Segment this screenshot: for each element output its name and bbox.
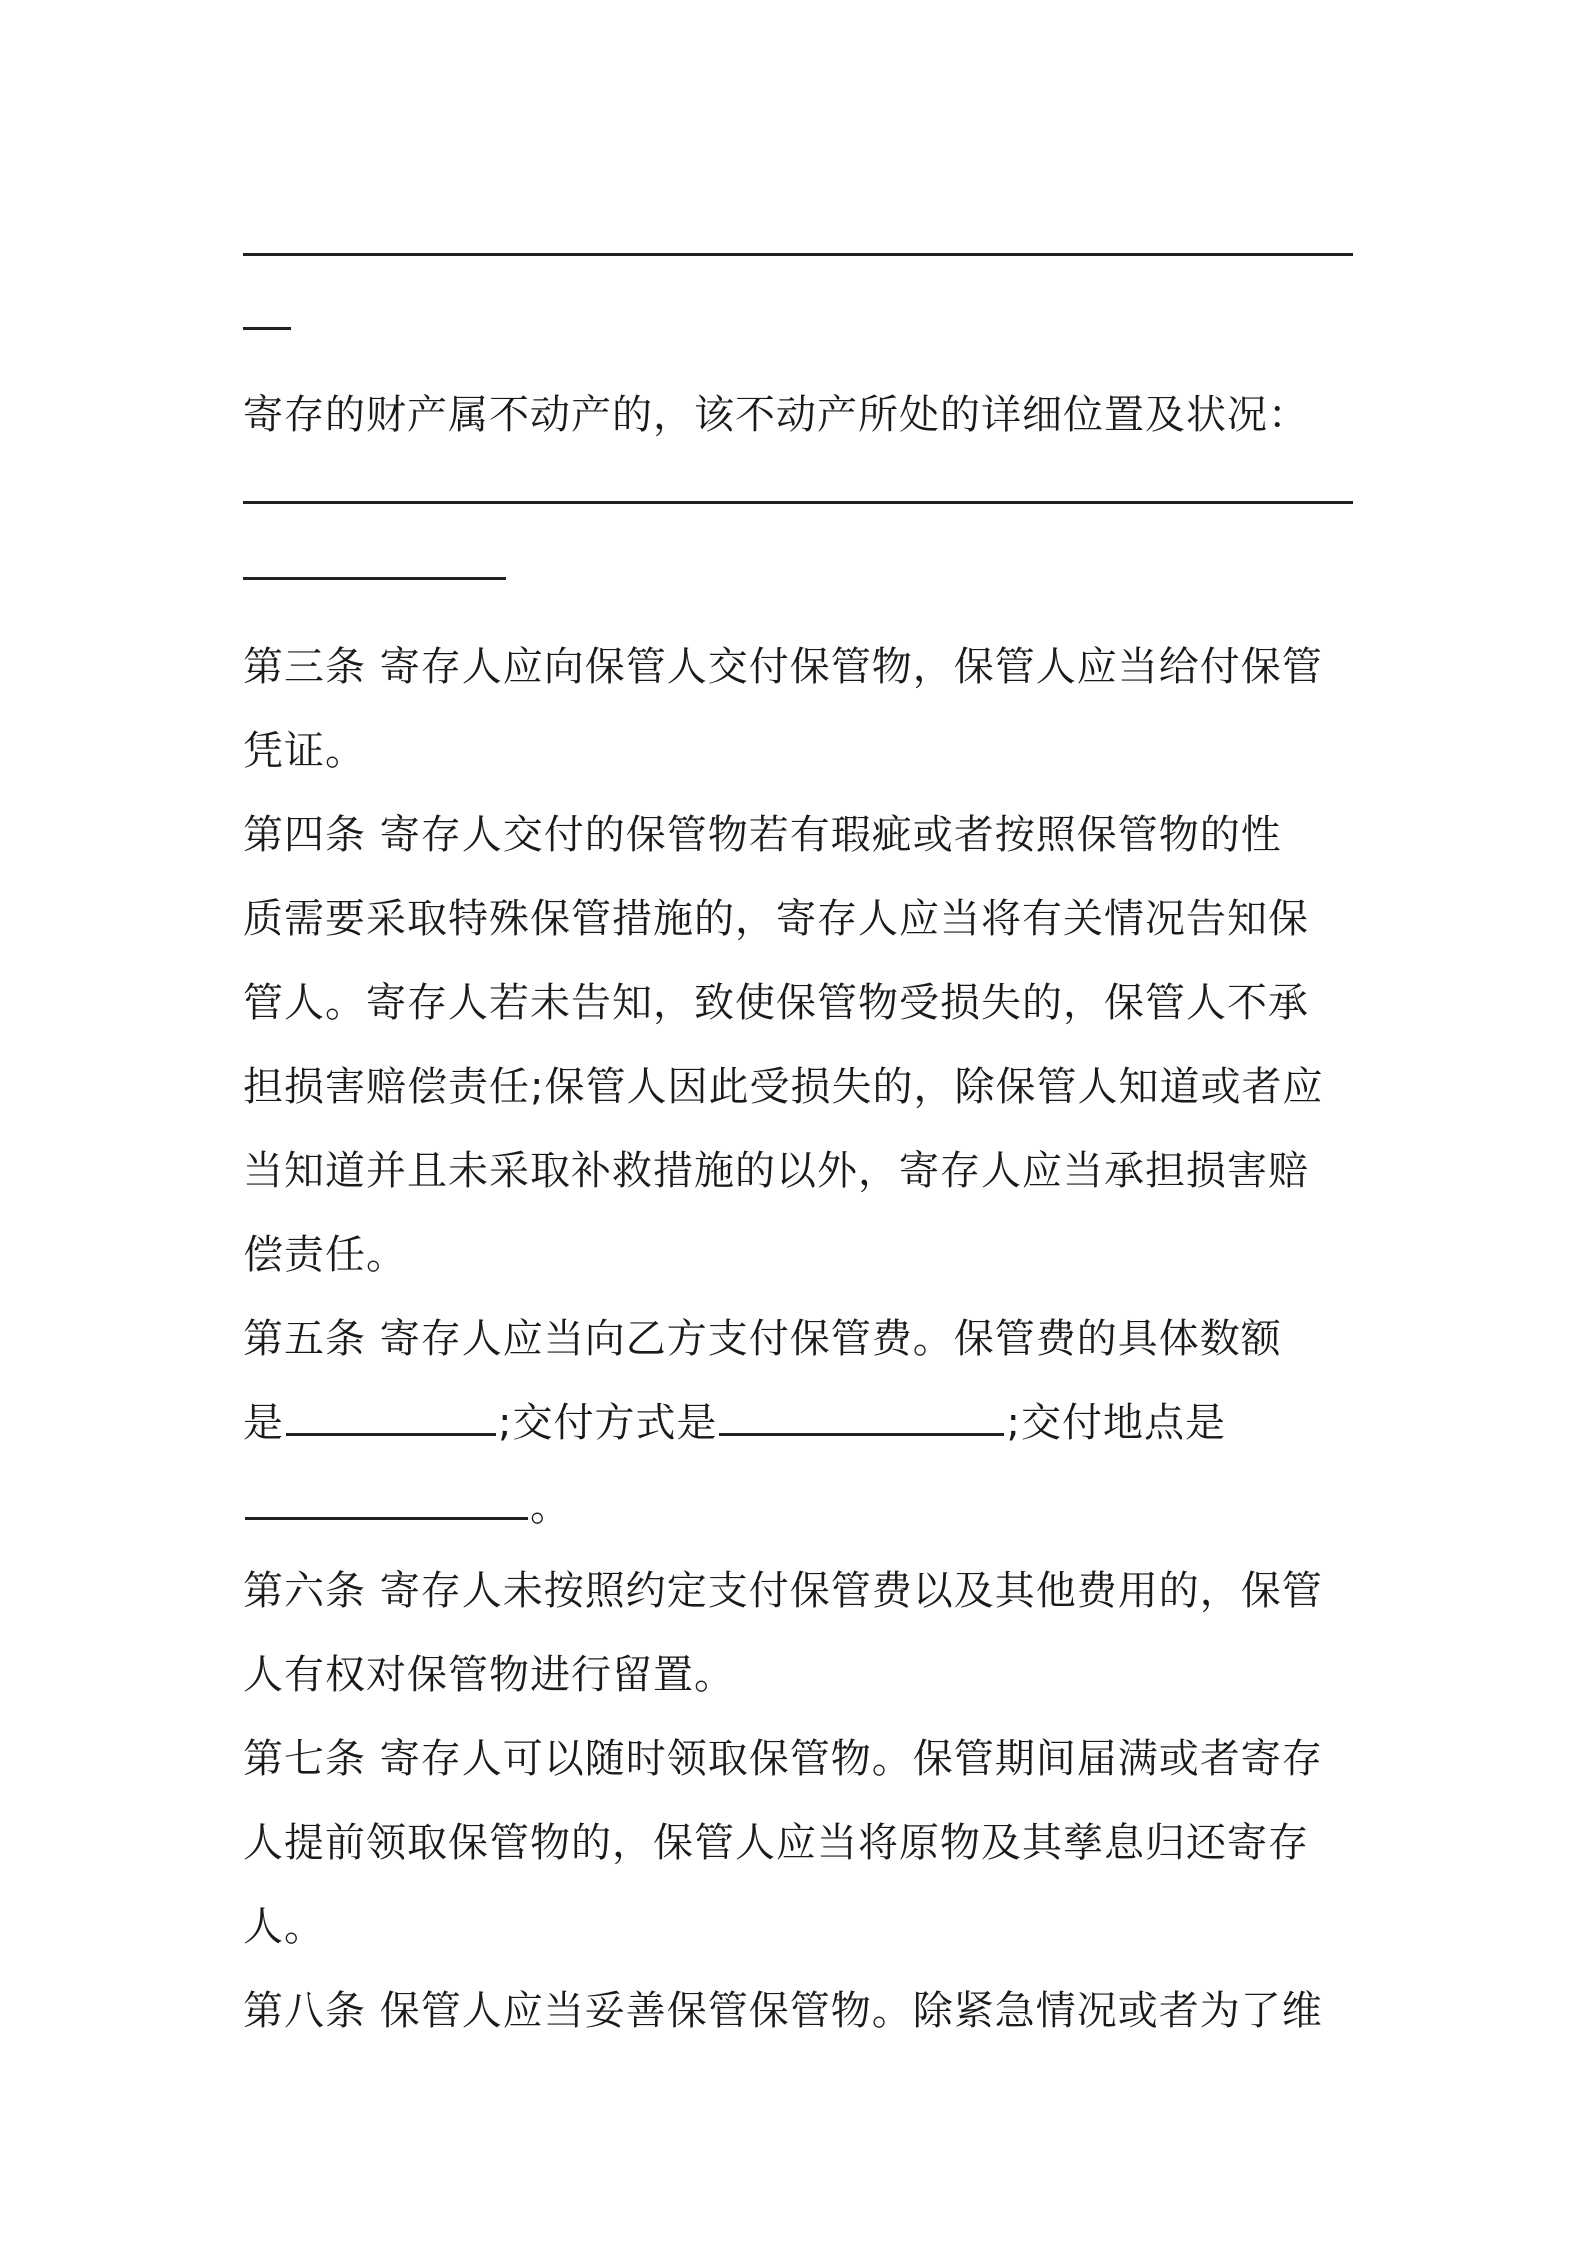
article-4-line-1: 第四条 寄存人交付的保管物若有瑕疵或者按照保管物的性 <box>243 812 1282 858</box>
article-5-text-b: ;交付方式是 <box>498 1400 718 1446</box>
fill-in-line <box>243 289 1353 373</box>
article-8-line-1: 第八条 保管人应当妥善保管保管物。除紧急情况或者为了维 <box>243 1988 1323 2034</box>
fill-in-line <box>243 205 1353 289</box>
article-5-text-a: 是 <box>243 1400 284 1446</box>
fill-in-line <box>243 541 1353 625</box>
article-5-line-3 <box>243 1465 1353 1549</box>
article-4-line-2: 质需要采取特殊保管措施的，寄存人应当将有关情况告知保 <box>243 896 1309 942</box>
article-5-text-d: 。 <box>530 1484 571 1530</box>
article-5-text-c: ;交付地点是 <box>1006 1400 1226 1446</box>
fill-in-line <box>243 457 1353 541</box>
document-body <box>243 205 1353 2053</box>
payment-place-blank <box>245 1516 528 1520</box>
article-7-line-3: 人。 <box>243 1904 325 1950</box>
article-3-line-1: 第三条 寄存人应向保管人交付保管物，保管人应当给付保管 <box>243 644 1323 690</box>
article-4-line-6: 偿责任。 <box>243 1232 407 1278</box>
article-5-line-2 <box>243 1381 1353 1465</box>
article-7-line-2: 人提前领取保管物的，保管人应当将原物及其孳息归还寄存 <box>243 1820 1309 1866</box>
payment-method-blank <box>719 1432 1004 1436</box>
paragraph-line: 寄存的财产属不动产的，该不动产所处的详细位置及状况： <box>243 392 1309 438</box>
article-4-line-5: 当知道并且未采取补救措施的以外，寄存人应当承担损害赔 <box>243 1148 1309 1194</box>
article-3-line-2: 凭证。 <box>243 728 366 774</box>
article-4-line-4: 担损害赔偿责任;保管人因此受损失的，除保管人知道或者应 <box>243 1064 1324 1110</box>
article-7-line-1: 第七条 寄存人可以随时领取保管物。保管期间届满或者寄存 <box>243 1736 1323 1782</box>
article-4-line-3: 管人。寄存人若未告知，致使保管物受损失的，保管人不承 <box>243 980 1309 1026</box>
article-6-line-1: 第六条 寄存人未按照约定支付保管费以及其他费用的，保管 <box>243 1568 1323 1614</box>
article-6-line-2: 人有权对保管物进行留置。 <box>243 1652 735 1698</box>
article-5-line-1: 第五条 寄存人应当向乙方支付保管费。保管费的具体数额 <box>243 1316 1282 1362</box>
fee-amount-blank <box>286 1432 496 1436</box>
